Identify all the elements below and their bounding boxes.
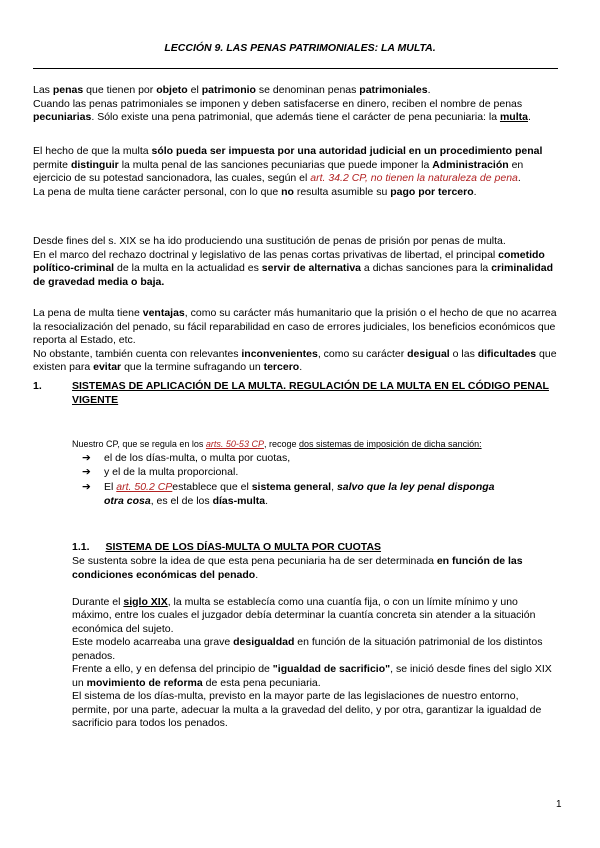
text: se denominan penas — [255, 84, 360, 96]
bold-text: distinguir — [70, 158, 119, 171]
text: , como su carácter — [317, 347, 408, 360]
text: en función de la situación patrimonial de los distintos penados. — [72, 636, 543, 662]
paragraph-line — [72, 636, 558, 663]
paragraph-line — [33, 98, 558, 125]
section-1-heading — [33, 380, 558, 407]
text: que existen para — [33, 347, 557, 373]
text: que tienen por — [83, 84, 157, 96]
bold-text: ventajas — [142, 307, 185, 319]
paragraph-judicial — [33, 145, 558, 199]
article-reference: arts. 50-53 CP — [205, 439, 264, 449]
section-1-1-heading — [72, 541, 381, 555]
text: en ejercicio de su potestad sancionadora, las cuales, según el — [33, 158, 524, 184]
paragraph-line — [33, 307, 558, 348]
paragraph-line: Desde fines del s. XIX se ha ido produciendo una sustitución de penas de prisión por penas de multa. — [33, 235, 506, 247]
underlined-text: dos sistemas de imposición de dicha sanción: — [298, 439, 482, 449]
text: , — [331, 481, 337, 493]
list-item — [82, 466, 552, 480]
bold-text: dificultades — [477, 347, 537, 360]
bold-text: evitar — [93, 361, 122, 373]
bold-text: servir de alternativa — [261, 262, 362, 274]
bold-text: tercero — [263, 361, 300, 373]
bold-text: Administración — [432, 158, 509, 171]
arrow-icon: ➔ — [82, 481, 91, 493]
text: El — [104, 481, 117, 493]
text: , es el de los — [150, 494, 213, 507]
text: , recoge — [263, 439, 299, 449]
bold-text: pecuniarias — [33, 111, 92, 123]
text: Se sustenta sobre la idea de que esta pena pecuniaria ha de ser determinada — [72, 555, 437, 567]
bold-text: en función de las condiciones económicas del penado — [72, 555, 523, 581]
text: el — [187, 84, 202, 96]
bold-text: patrimoniales — [359, 84, 428, 96]
paragraph-pros-cons — [33, 307, 558, 375]
text: establece que el — [172, 481, 252, 493]
text: Las — [33, 84, 53, 96]
text: Durante el — [72, 595, 124, 608]
bold-text: objeto — [156, 84, 188, 96]
bold-text: sistema general — [251, 481, 332, 493]
bold-text: criminalidad de gravedad media o baja. — [33, 262, 554, 288]
bold-text: "igualdad de sacrificio" — [272, 663, 391, 675]
article-reference: art. 50.2 CP — [116, 481, 173, 493]
list-item-text — [104, 481, 502, 508]
text: La pena de multa tiene — [33, 307, 143, 319]
text: . — [517, 172, 521, 184]
text: de la multa en la actualidad es — [114, 262, 262, 274]
bold-text: cometido político-criminal — [33, 248, 545, 274]
paragraph-line — [33, 186, 558, 200]
bold-text: patrimonio — [201, 84, 256, 96]
text: . — [473, 185, 477, 198]
list-item-text: y el de la multa proporcional. — [104, 466, 239, 478]
list-item-text: el de los días-multa, o multa por cuotas, — [104, 452, 291, 464]
text: No obstante, también cuenta con relevantes — [33, 347, 242, 360]
bold-text: penas — [52, 84, 84, 96]
paragraph-history — [33, 235, 558, 289]
text: Este modelo acarreaba una grave — [72, 636, 234, 648]
text: que la termine sufragando un — [121, 361, 264, 373]
arrow-icon: ➔ — [82, 452, 91, 464]
text: permite — [33, 158, 71, 171]
paragraph-intro — [33, 84, 558, 125]
text: o las — [449, 347, 478, 360]
text: , la multa se establecía como una cuantía fija, o con un límite mínimo y uno máximo, entre los cuales el juzgador debía determinar la cuantía concreta sin atender a la situación económica del sujeto. — [72, 595, 536, 635]
bold-underlined-text: siglo XIX — [123, 595, 168, 608]
paragraph-line — [33, 249, 558, 290]
bold-text: desigualdad — [233, 636, 295, 648]
text: Frente a ello, y en defensa del principio de — [72, 663, 273, 675]
paragraph-line — [33, 348, 558, 375]
section-title: SISTEMAS DE APLICACIÓN DE LA MULTA. REGULACIÓN DE LA MULTA EN EL CÓDIGO PENAL VIGENTE — [72, 380, 549, 406]
text: . — [427, 84, 431, 96]
text: . — [265, 494, 268, 507]
list-item — [82, 481, 502, 508]
section-1-intro — [72, 438, 558, 452]
text: La pena de multa tiene carácter personal, con lo que — [33, 185, 282, 198]
paragraph-line — [33, 145, 558, 186]
text: la multa penal de las sanciones pecuniarias que puede imponer la — [118, 158, 433, 171]
bold-text: pago por tercero — [390, 185, 474, 198]
bold-text: no — [281, 185, 294, 198]
section-number: 1. — [33, 380, 42, 392]
text: de esta pena pecuniaria. — [202, 676, 321, 689]
text: . — [527, 111, 531, 123]
article-reference: art. 34.2 CP, no tienen la naturaleza de pena — [310, 172, 518, 184]
list-item — [82, 452, 552, 466]
bold-text: días-multa — [212, 494, 266, 507]
text: resulta asumible su — [293, 185, 391, 198]
text: a dichas sanciones para la — [361, 262, 492, 274]
section-number: 1.1. — [72, 541, 90, 553]
text: . — [299, 361, 303, 373]
bold-text: inconvenientes — [241, 347, 318, 360]
text: Cuando las penas patrimoniales se imponen y deben satisfacerse en dinero, reciben el nombre de penas — [33, 97, 523, 110]
bold-italic-text: salvo que la ley penal disponga otra cosa — [104, 481, 495, 507]
text: Nuestro CP, que se regula en los — [72, 439, 206, 449]
paragraph-line — [72, 555, 558, 582]
bold-text: sólo pueda ser impuesta por una autoridad judicial en un procedimiento penal — [151, 145, 543, 157]
section-1-1-body — [72, 555, 558, 731]
text: El hecho de que la multa — [33, 145, 152, 157]
text: , se inició desde fines del siglo XIX un — [72, 663, 552, 689]
paragraph-line — [33, 84, 558, 98]
bold-text: movimiento de reforma — [86, 676, 203, 689]
bold-underlined-text: multa — [499, 111, 528, 123]
title-rule — [33, 68, 558, 69]
text: , como su carácter más humanitario que la prisión o el hecho de que no acarrea la resocialización del penado, su fácil reparabilidad en caso de errores judiciales, los beneficios económicos que reporta al Estado, etc. — [33, 307, 557, 346]
text: . — [255, 568, 259, 581]
paragraph-line — [72, 663, 558, 690]
arrow-icon: ➔ — [82, 466, 91, 478]
bold-text: desigual — [407, 347, 450, 360]
paragraph-line — [72, 596, 558, 637]
page-number: 1 — [556, 799, 562, 810]
text: . Sólo existe una pena patrimonial, que además tiene el carácter de pena pecuniaria: la — [91, 111, 500, 123]
page-title: LECCIÓN 9. LAS PENAS PATRIMONIALES: LA MULTA. — [164, 42, 436, 54]
text: En el marco del rechazo doctrinal y legislativo de las penas cortas privativas de libertad, el principal — [33, 248, 499, 261]
section-title: SISTEMA DE LOS DÍAS-MULTA O MULTA POR CUOTAS — [105, 541, 382, 553]
paragraph-line: El sistema de los días-multa, previsto en la mayor parte de las legislaciones de nuestro entorno, permite, por una parte, adecuar la multa a la gravedad del delito, y por otra, garantizar la igualdad de sacrificio para todos los penados. — [72, 690, 542, 729]
